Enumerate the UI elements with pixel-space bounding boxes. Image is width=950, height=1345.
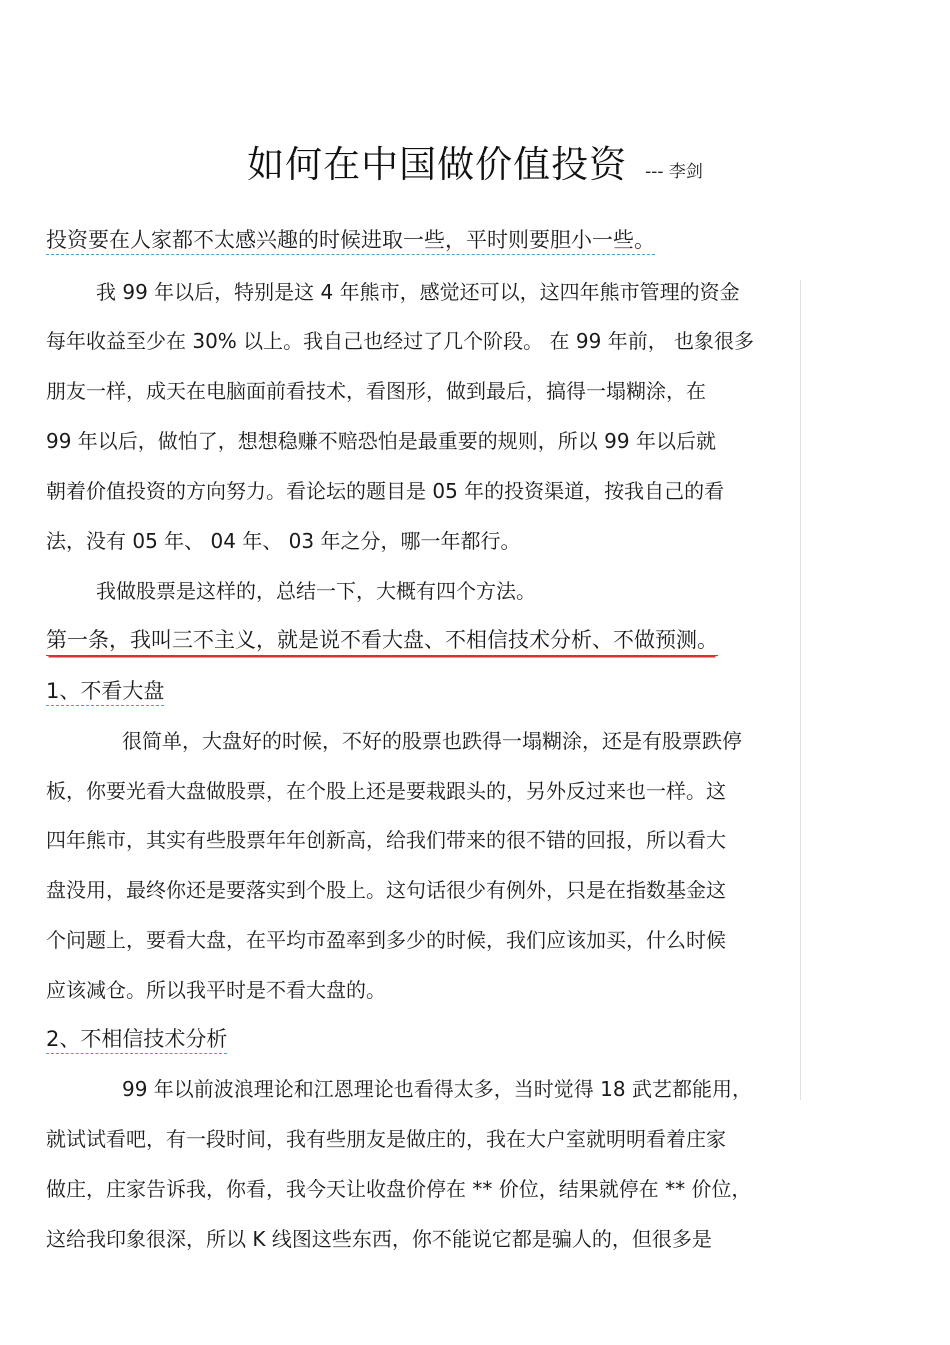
section-heading-1-text: 1、不看大盘 bbox=[46, 679, 164, 706]
paragraph-line: 这给我印象很深，所以 K 线图这些东西，你不能说它都是骗人的，但很多是 bbox=[46, 1227, 712, 1251]
section-heading-1 bbox=[46, 677, 164, 705]
section-heading-2-text: 2、不相信技术分析 bbox=[46, 1027, 227, 1054]
rule-one-heading-text: 第一条，我叫三不主义，就是说不看大盘、不相信技术分析、不做预测。 bbox=[46, 628, 718, 656]
paragraph-line: 四年熊市，其实有些股票年年创新高，给我们带来的很不错的回报，所以看大 bbox=[46, 828, 726, 852]
paragraph-line: 朋友一样，成天在电脑面前看技术，看图形，做到最后，搞得一塌糊涂，在 bbox=[46, 379, 706, 403]
key-statement bbox=[46, 226, 655, 254]
scan-guide-line bbox=[800, 280, 801, 1100]
paragraph-line: 我 99 年以后，特别是这 4 年熊市，感觉还可以，这四年熊市管理的资金 bbox=[96, 280, 740, 304]
paragraph-line: 99 年以前波浪理论和江恩理论也看得太多，当时觉得 18 武艺都能用， bbox=[122, 1077, 752, 1101]
document-title: 如何在中国做价值投资 bbox=[247, 143, 628, 186]
paragraph-line: 法，没有 05 年、 04 年、 03 年之分，哪一年都行。 bbox=[46, 529, 521, 553]
paragraph-line: 个问题上，要看大盘，在平均市盈率到多少的时候，我们应该加买，什么时候 bbox=[46, 928, 726, 952]
paragraph-line: 做庄，庄家告诉我，你看，我今天让收盘价停在 ** 价位，结果就停在 ** 价位， bbox=[46, 1177, 752, 1201]
paragraph-line: 99 年以后，做怕了，想想稳赚不赔恐怕是最重要的规则，所以 99 年以后就 bbox=[46, 429, 716, 453]
paragraph-line: 每年收益至少在 30% 以上。我自己也经过了几个阶段。 在 99 年前， 也象很多 bbox=[46, 329, 755, 353]
title-row bbox=[0, 134, 950, 188]
paragraph-line: 朝着价值投资的方向努力。看论坛的题目是 05 年的投资渠道，按我自己的看 bbox=[46, 479, 725, 503]
section-heading-2 bbox=[46, 1025, 227, 1053]
key-statement-text: 投资要在人家都不太感兴趣的时候进取一些，平时则要胆小一些。 bbox=[46, 228, 655, 255]
document-author: --- 李剑 bbox=[645, 162, 703, 182]
paragraph-line: 我做股票是这样的，总结一下，大概有四个方法。 bbox=[96, 579, 536, 603]
paragraph-line: 盘没用，最终你还是要落实到个股上。这句话很少有例外，只是在指数基金这 bbox=[46, 878, 726, 902]
rule-one-heading bbox=[46, 626, 718, 654]
paragraph-line: 很简单，大盘好的时候，不好的股票也跌得一塌糊涂，还是有股票跌停 bbox=[122, 729, 742, 753]
paragraph-line: 板，你要光看大盘做股票，在个股上还是要栽跟头的，另外反过来也一样。这 bbox=[46, 779, 726, 803]
paragraph-line: 就试试看吧，有一段时间，我有些朋友是做庄的，我在大户室就明明看着庄家 bbox=[46, 1127, 726, 1151]
paragraph-line: 应该减仓。所以我平时是不看大盘的。 bbox=[46, 978, 386, 1002]
